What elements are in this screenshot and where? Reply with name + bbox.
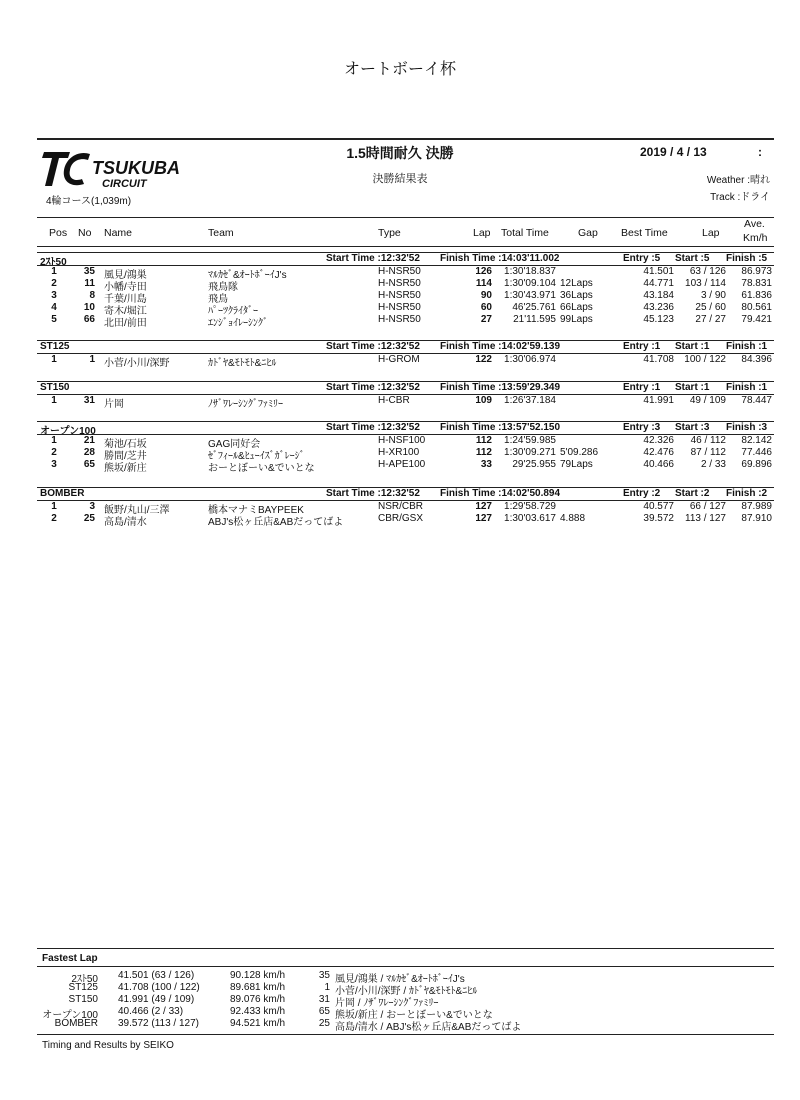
cell-name: 北田/前田 (104, 318, 147, 329)
cell-blap: 100 / 122 (684, 354, 726, 365)
header-divider (37, 138, 774, 140)
start-count: Start :3 (675, 422, 710, 433)
cell-total: 1:30'09.271 (504, 447, 556, 458)
cell-best: 41.708 (643, 354, 674, 365)
cell-pos: 1 (51, 395, 57, 406)
footer-credit: Timing and Results by SEIKO (42, 1040, 174, 1051)
cell-type: H-NSR50 (378, 302, 421, 313)
col-gap: Gap (578, 227, 598, 239)
cell-best: 43.184 (643, 290, 674, 301)
cell-gap: 36Laps (560, 290, 593, 301)
cell-team: ｾﾞﾌｨｰﾙ&ﾋｭｰｲｽﾞｶﾞﾚｰｼﾞ (208, 451, 305, 462)
cell-blap: 113 / 127 (685, 513, 726, 524)
fastest-cls: オープン100 (42, 1010, 98, 1021)
finish-time: Finish Time :14:02'59.139 (440, 341, 561, 352)
cell-ave: 77.446 (741, 447, 772, 458)
cell-name: 風見/鴻巣 (104, 270, 147, 281)
tsukuba-circuit-logo (40, 146, 215, 192)
race-time: : (758, 145, 762, 159)
cell-pos: 1 (51, 354, 57, 365)
col-kmh: Km/h (743, 232, 768, 244)
class-name: BOMBER (40, 488, 85, 499)
cell-team: ｶﾄﾞﾔ&ﾓﾄﾓﾄ&ﾆﾋﾙ (208, 358, 277, 369)
cell-name: 小菅/小川/深野 (104, 358, 170, 369)
start-time: Start Time :12:32'52 (326, 382, 420, 393)
cell-no: 25 (83, 513, 95, 524)
cell-lap: 112 (475, 435, 492, 446)
cell-type: H-NSF100 (378, 435, 426, 446)
cell-name: 片岡 (104, 399, 124, 410)
cell-team: ﾊﾟｰﾂｸﾗｲﾀﾞｰ (208, 306, 258, 317)
class-name: ST125 (40, 341, 70, 352)
cell-ave: 86.973 (741, 266, 772, 277)
cell-total: 21'11.595 (513, 314, 556, 325)
cell-best: 39.572 (643, 513, 674, 524)
cell-no: 10 (83, 302, 95, 313)
cell-total: 1:30'43.971 (504, 290, 556, 301)
cell-gap: 79Laps (560, 459, 593, 470)
col-type: Type (378, 227, 401, 239)
cell-total: 46'25.761 (512, 302, 556, 313)
fastest-detail: 風見/鴻巣 / ﾏﾙｶｾﾞ&ｵｰﾄﾎﾞｰｲJ's (335, 974, 465, 985)
cell-name: 菊池/石坂 (104, 439, 147, 450)
cell-ave: 84.396 (741, 354, 772, 365)
cell-pos: 3 (51, 459, 57, 470)
logo-sub-text: CIRCUIT (102, 178, 147, 190)
cell-total: 1:30'18.837 (504, 266, 556, 277)
cell-pos: 3 (51, 290, 57, 301)
cell-no: 31 (83, 395, 95, 406)
cell-team: 飛鳥 (208, 294, 228, 305)
cell-no: 1 (89, 354, 95, 365)
col-name: Name (104, 227, 133, 239)
cell-blap: 3 / 90 (700, 290, 726, 301)
cell-team: ﾉｻﾞﾜﾚｰｼﾝｸﾞﾌｧﾐﾘｰ (208, 399, 283, 410)
cell-team: ABJ's松ヶ丘店&ABだってばよ (208, 517, 344, 528)
cell-pos: 4 (51, 302, 57, 313)
fastest-cls: 2ｽﾄ50 (71, 974, 98, 985)
cell-ave: 78.831 (741, 278, 772, 289)
weather-info: Weather :晴れ (706, 175, 770, 186)
cell-best: 43.236 (643, 302, 674, 313)
cell-name: 熊坂/新庄 (104, 463, 147, 474)
cell-lap: 109 (475, 395, 492, 406)
fastest-time: 39.572 (113 / 127) (118, 1018, 199, 1029)
cell-blap: 25 / 60 (695, 302, 726, 313)
cell-ave: 69.896 (741, 459, 772, 470)
fastest-no: 25 (318, 1018, 330, 1029)
finish-time: Finish Time :13:57'52.150 (440, 422, 561, 433)
col-lap: Lap (473, 227, 491, 239)
entry-count: Entry :5 (623, 253, 661, 264)
entry-count: Entry :3 (623, 422, 661, 433)
cell-ave: 79.421 (741, 314, 772, 325)
cell-blap: 2 / 33 (700, 459, 726, 470)
finish-count: Finish :2 (726, 488, 768, 499)
cell-lap: 122 (475, 354, 492, 365)
race-title: 1.5時間耐久 決勝 (346, 145, 454, 161)
cell-no: 8 (89, 290, 95, 301)
cell-type: H-XR100 (378, 447, 420, 458)
cell-name: 千葉/川島 (104, 294, 147, 305)
cell-best: 42.476 (643, 447, 674, 458)
cell-best: 45.123 (643, 314, 674, 325)
cell-type: H-NSR50 (378, 314, 421, 325)
finish-count: Finish :3 (726, 422, 768, 433)
cell-ave: 82.142 (741, 435, 772, 446)
cell-lap: 27 (480, 314, 492, 325)
col-best-lap: Lap (702, 227, 720, 239)
class-name: ST150 (40, 382, 70, 393)
cell-team: 飛鳥隊 (208, 282, 238, 293)
start-count: Start :1 (675, 341, 710, 352)
cell-no: 35 (83, 266, 95, 277)
result-label: 決勝結果表 (372, 173, 428, 185)
finish-time: Finish Time :14:03'11.002 (440, 253, 560, 264)
cell-name: 飯野/丸山/三澤 (104, 505, 170, 516)
cell-blap: 63 / 126 (689, 266, 726, 277)
start-count: Start :1 (675, 382, 710, 393)
cell-type: H-NSR50 (378, 266, 421, 277)
fastest-no: 1 (324, 982, 330, 993)
cell-total: 1:29'58.729 (504, 501, 556, 512)
cell-lap: 33 (480, 459, 492, 470)
fastest-time: 40.466 (2 / 33) (118, 1006, 184, 1017)
fastest-cls: ST150 (68, 994, 98, 1005)
cell-best: 44.771 (643, 278, 674, 289)
start-time: Start Time :12:32'52 (326, 488, 420, 499)
page-title: オートボーイ杯 (343, 61, 456, 78)
fastest-cls: ST125 (68, 982, 98, 993)
start-count: Start :2 (675, 488, 710, 499)
cell-gap: 5'09.286 (560, 447, 599, 458)
fastest-detail: 小菅/小川/深野 / ｶﾄﾞﾔ&ﾓﾄﾓﾄ&ﾆﾋﾙ (335, 986, 478, 997)
start-time: Start Time :12:32'52 (326, 341, 420, 352)
entry-count: Entry :1 (623, 341, 661, 352)
cell-team: おーとぼーい&でいとな (208, 463, 315, 474)
cell-team: GAG同好会 (208, 439, 261, 450)
col-best-time: Best Time (621, 227, 668, 239)
col-pos: Pos (49, 227, 68, 239)
cell-total: 29'25.955 (512, 459, 556, 470)
col-team: Team (208, 227, 234, 239)
cell-best: 42.326 (643, 435, 674, 446)
cell-type: H-APE100 (378, 459, 426, 470)
finish-count: Finish :5 (726, 253, 768, 264)
finish-count: Finish :1 (726, 341, 768, 352)
class-name: オープン100 (40, 426, 96, 437)
start-count: Start :5 (675, 253, 710, 264)
cell-type: NSR/CBR (378, 501, 424, 512)
cell-ave: 87.989 (741, 501, 772, 512)
fastest-time: 41.708 (100 / 122) (118, 982, 200, 993)
cell-lap: 60 (480, 302, 492, 313)
cell-type: H-GROM (378, 354, 420, 365)
race-date: 2019 / 4 / 13 (640, 145, 707, 159)
cell-best: 40.466 (643, 459, 674, 470)
entry-count: Entry :1 (623, 382, 661, 393)
cell-name: 高島/清水 (104, 517, 147, 528)
fastest-speed: 89.076 km/h (230, 994, 286, 1005)
track-info: Track :ドライ (710, 192, 770, 203)
class-name: 2ｽﾄ50 (40, 257, 67, 268)
fastest-no: 35 (318, 970, 330, 981)
cell-gap: 4.888 (560, 513, 586, 524)
cell-type: H-NSR50 (378, 290, 421, 301)
cell-ave: 78.447 (741, 395, 772, 406)
cell-pos: 1 (51, 266, 57, 277)
cell-lap: 127 (475, 501, 492, 512)
fastest-divider (37, 966, 774, 967)
course-info: 4輪コース(1,039m) (46, 196, 132, 207)
col-ave: Ave. (744, 218, 765, 230)
cell-lap: 127 (475, 513, 492, 524)
logo-main-text: TSUKUBA (92, 158, 180, 178)
cell-total: 1:30'09.104 (504, 278, 556, 289)
cell-gap: 99Laps (560, 314, 593, 325)
cell-total: 1:30'03.617 (504, 513, 556, 524)
cell-gap: 66Laps (560, 302, 593, 313)
cell-pos: 2 (51, 513, 57, 524)
cell-name: 寄木/堀江 (104, 306, 147, 317)
cell-pos: 1 (51, 435, 57, 446)
fastest-detail: 熊坂/新庄 / おーとぼーい&でいとな (335, 1010, 493, 1021)
fastest-divider-bottom (37, 1034, 774, 1035)
col-total-time: Total Time (501, 227, 549, 239)
finish-time: Finish Time :13:59'29.349 (440, 382, 561, 393)
finish-time: Finish Time :14:02'50.894 (440, 488, 561, 499)
cell-lap: 114 (475, 278, 492, 289)
cell-blap: 27 / 27 (695, 314, 726, 325)
cell-type: CBR/GSX (378, 513, 424, 524)
entry-count: Entry :2 (623, 488, 661, 499)
cell-pos: 2 (51, 278, 57, 289)
cell-pos: 5 (51, 314, 57, 325)
cell-blap: 46 / 112 (690, 435, 726, 446)
cell-blap: 66 / 127 (689, 501, 726, 512)
cell-best: 40.577 (643, 501, 674, 512)
cell-name: 勝間/芝井 (104, 451, 147, 462)
cell-type: H-NSR50 (378, 278, 421, 289)
cell-name: 小幡/寺田 (104, 282, 147, 293)
fastest-divider-top (37, 948, 774, 949)
fastest-lap-title: Fastest Lap (42, 953, 98, 964)
column-header (37, 217, 774, 247)
cell-no: 28 (83, 447, 95, 458)
cell-no: 65 (83, 459, 95, 470)
fastest-no: 31 (318, 994, 330, 1005)
cell-blap: 87 / 112 (690, 447, 726, 458)
cell-best: 41.991 (643, 395, 674, 406)
start-time: Start Time :12:32'52 (326, 422, 420, 433)
fastest-speed: 92.433 km/h (230, 1006, 286, 1017)
cell-blap: 103 / 114 (685, 278, 726, 289)
fastest-detail: 片岡 / ﾉｻﾞﾜﾚｰｼﾝｸﾞﾌｧﾐﾘｰ (335, 998, 439, 1009)
start-time: Start Time :12:32'52 (326, 253, 420, 264)
cell-pos: 1 (51, 501, 57, 512)
cell-no: 21 (83, 435, 95, 446)
fastest-time: 41.501 (63 / 126) (118, 970, 195, 981)
cell-team: ｴﾝｼﾞｮｲﾚｰｼﾝｸﾞ (208, 318, 268, 329)
cell-lap: 90 (480, 290, 492, 301)
cell-team: ﾏﾙｶｾﾞ&ｵｰﾄﾎﾞｰｲJ's (208, 270, 287, 281)
cell-lap: 126 (475, 266, 492, 277)
col-no: No (78, 227, 92, 239)
cell-lap: 112 (475, 447, 492, 458)
fastest-speed: 94.521 km/h (230, 1018, 286, 1029)
fastest-time: 41.991 (49 / 109) (118, 994, 195, 1005)
cell-total: 1:26'37.184 (504, 395, 556, 406)
cell-ave: 87.910 (741, 513, 772, 524)
cell-no: 3 (89, 501, 95, 512)
cell-type: H-CBR (378, 395, 410, 406)
cell-ave: 61.836 (741, 290, 772, 301)
cell-no: 11 (84, 278, 95, 289)
fastest-no: 65 (318, 1006, 330, 1017)
cell-team: 橋本マナミBAYPEEK (208, 505, 304, 516)
cell-no: 66 (83, 314, 95, 325)
cell-ave: 80.561 (741, 302, 772, 313)
cell-best: 41.501 (643, 266, 674, 277)
cell-total: 1:30'06.974 (504, 354, 556, 365)
fastest-detail: 高島/清水 / ABJ's松ヶ丘店&ABだってばよ (335, 1022, 522, 1033)
cell-pos: 2 (51, 447, 57, 458)
cell-gap: 12Laps (560, 278, 593, 289)
fastest-speed: 90.128 km/h (230, 970, 286, 981)
cell-total: 1:24'59.985 (504, 435, 556, 446)
fastest-speed: 89.681 km/h (230, 982, 286, 993)
cell-blap: 49 / 109 (689, 395, 726, 406)
finish-count: Finish :1 (726, 382, 768, 393)
fastest-cls: BOMBER (54, 1018, 98, 1029)
